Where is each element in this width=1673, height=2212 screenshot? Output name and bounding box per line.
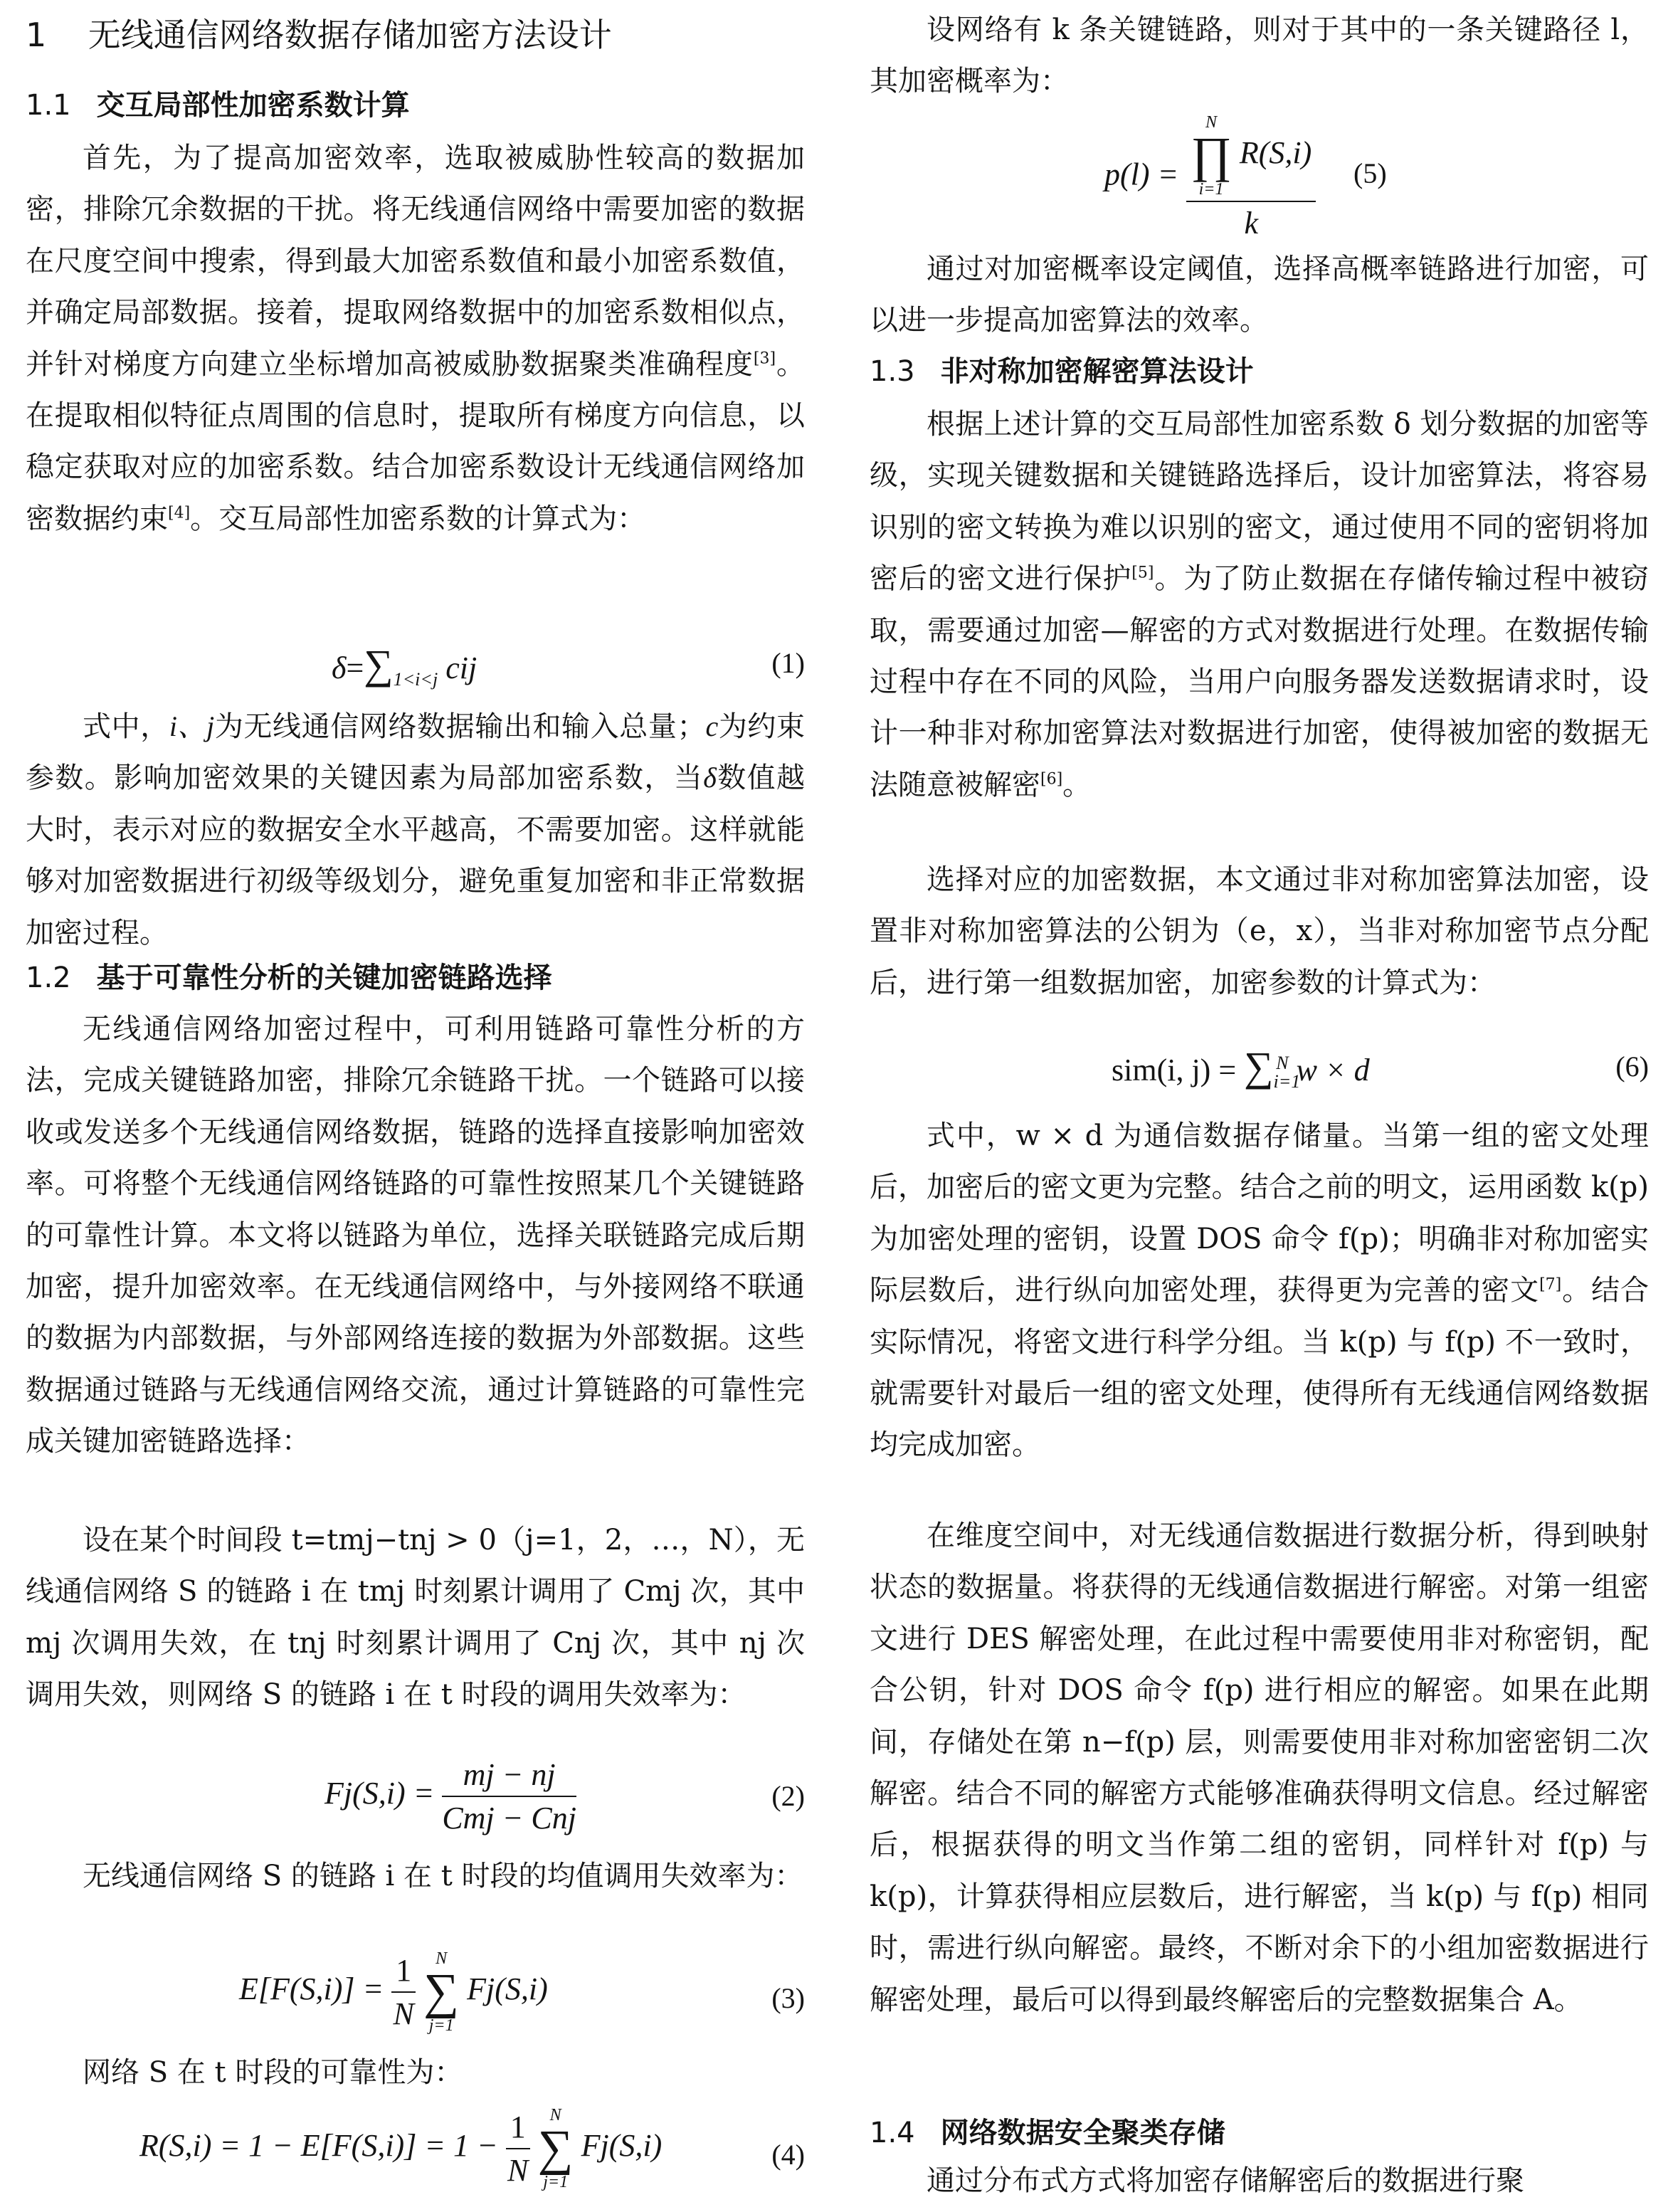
citation-3: [3] [753,349,776,368]
citation-5: [5] [1131,564,1154,582]
section-title: 无线通信网络数据存储加密方法设计 [88,16,612,54]
section-1-3-heading: 1.3 非对称加密解密算法设计 [870,355,1254,388]
section-1-4-heading: 1.4 网络数据安全聚类存储 [870,2117,1225,2149]
paragraph-3: 无线通信网络加密过程中，可利用链路可靠性分析的方法，完成关键链路加密，排除冗余链路干扰。一个链路可以接收或发送多个无线通信网络数据，链路的选择直接影响加密效率。可将整个无线通信网络链路的可靠性按照某几个关键链路的可靠性计算。本文将以链路为单位，选择关联链路完成后期加密，提升加密效率。在无线通信网络中，与外接网络不联通的数据为内部数据，与外部网络连接的数据为外部数据。这些数据通过链路与无线通信网络交流，通过计算链路的可靠性完成关键加密链路选择： [26,1013,805,1458]
paragraph-10: 选择对应的加密数据，本文通过非对称加密算法加密，设置非对称加密算法的公钥为（e，x），当非对称加密节点分配后，进行第一组数据加密，加密参数的计算式为： [870,863,1649,999]
paragraph-11: 式中，w × d 为通信数据存储量。当第一组的密文处理后，加密后的密文更为完整。结合之前的明文，运用函数 k(p) 为加密处理的密钥，设置 DOS 命令 f(p)；明确非对称加密实际层数后，进行纵向加密处理，获得更为完善的密文[7]。结合实际情况，将密文进行科学分组。当 k(p) 与 f(p) 不一致时，就需要针对最后一组的密文处理，使得所有无线通信网络数据均完成加密。 [870,1120,1649,1462]
paragraph-4: 设在某个时间段 t=tmj−tnj > 0（j=1，2，…，N），无线通信网络 S 的链路 i 在 tmj 时刻累计调用了 Cmj 次，其中 mj 次调用失效，在 tnj 时刻累计调用了 Cnj 次，其中 nj 次调用失效，则网络 S 的链路 i 在 t 时段的调用失效率为： [26,1524,805,1712]
paragraph-12: 在维度空间中，对无线通信数据进行数据分析，得到映射状态的数据量。将获得的无线通信数据进行解密。对第一组密文进行 DES 解密处理，在此过程中需要使用非对称密钥，配合公钥，针对 DOS 命令 f(p) 进行相应的解密。如果在此期间，存储处在第 n−f(p) 层，则需要使用非对称加密密钥二次解密。结合不同的解密方式能够准确获得明文信息。经过解密后，根据获得的明文当作第二组的密钥，同样针对 f(p) 与 k(p)，计算获得相应层数后，进行解密，当 k(p) 与 f(p) 相同时，需进行纵向解密。最终，不断对余下的小组加密数据进行解密处理，最后可以得到最终解密后的完整数据集合 A。 [870,1520,1649,2016]
paragraph-9: 根据上述计算的交互局部性加密系数 δ 划分数据的加密等级，实现关键数据和关键链路选择后，设计加密算法，将容易识别的密文转换为难以识别的密文，通过使用不同的密钥将加密后的密文进行保护[5]。为了防止数据在存储传输过程中被窃取，需要通过加密—解密的方式对数据进行处理。在数据传输过程中存在不同的风险，当用户向服务器发送数据请求时，设计一种非对称加密算法对数据进行加密，使得被加密的数据无法随意被解密[6]。 [870,408,1650,801]
paragraph-5: 无线通信网络 S 的链路 i 在 t 时段的均值调用失效率为： [83,1860,803,1892]
paragraph-2: 式中，i、j为无线通信网络数据输出和输入总量；c为约束参数。影响加密效果的关键因素为局部加密系数，当δ数值越大时，表示对应的数据安全水平越高，不需要加密。这样就能够对加密数据进行初级等级划分，避免重复加密和非正常数据加密过程。 [26,710,806,949]
equation-5: p(l) = N ∏ i=1 R(S,i) k (5) [1104,113,1387,241]
equation-1: $\delta=\sum_{1<i<j}$ cij (1) [332,641,805,690]
citation-6: [6] [1040,770,1063,789]
paragraph-8: 通过对加密概率设定阈值，选择高概率链路进行加密，可以进一步提高加密算法的效率。 [870,253,1649,337]
paragraph-6: 网络 S 在 t 时段的可靠性为： [83,2056,463,2089]
citation-7: [7] [1539,1275,1562,1294]
equation-number: (4) [771,2139,805,2171]
section-1-2-heading: 1.2 基于可靠性分析的关键加密链路选择 [26,962,552,994]
paragraph-7: 设网络有 k 条关键链路，则对于其中的一条关键路径 l，其加密概率为： [870,14,1649,98]
paragraph-1: 首先，为了提高加密效率，选取被威胁性较高的数据加密，排除冗余数据的干扰。将无线通信网络中需要加密的数据在尺度空间中搜索，得到最大加密系数值和最小加密系数值，并确定局部数据。接着，提取网络数据中的加密系数相似点，并针对梯度方向建立坐标增加高被威胁数据聚类准确程度[3]。在提取相似特征点周围的信息时，提取所有梯度方向信息，以稳定获取对应的加密系数。结合加密系数设计无线通信网络加密数据约束[4]。交互局部性加密系数的计算式为： [26,142,806,535]
section-number: 1 [26,16,47,54]
equation-number: (6) [1615,1050,1649,1083]
equation-3: E[F(S,i)] = $\frac{1}{N}$ N ∑ j=1 Fj(S,i) (3) [239,1949,805,2035]
section-1-heading [26,10,612,60]
equation-number: (3) [771,1982,805,2014]
equation-number: (2) [771,1780,805,1812]
section-1-1-heading: 1.1 交互局部性加密系数计算 [26,89,410,122]
equation-number: (5) [1353,157,1387,189]
equation-6: sim(i, $j) = \sum_{i=1}^N$ w × d (6) [1112,1043,1649,1092]
equation-2: Fj(S,i) = $\frac{mj - nj}{\text{Cmj − Cnj}}$ (2) [324,1757,805,1836]
paragraph-13: 通过分布式方式将加密存储解密后的数据进行聚 [927,2164,1524,2197]
equation-4: R(S,i) = 1 − E[F(S,i)] = 1 − $\frac{1}{N}$ N ∑ j=1 Fj(S,i) (4) [139,2106,805,2191]
equation-number: (1) [771,647,805,679]
citation-4: [4] [168,504,191,522]
